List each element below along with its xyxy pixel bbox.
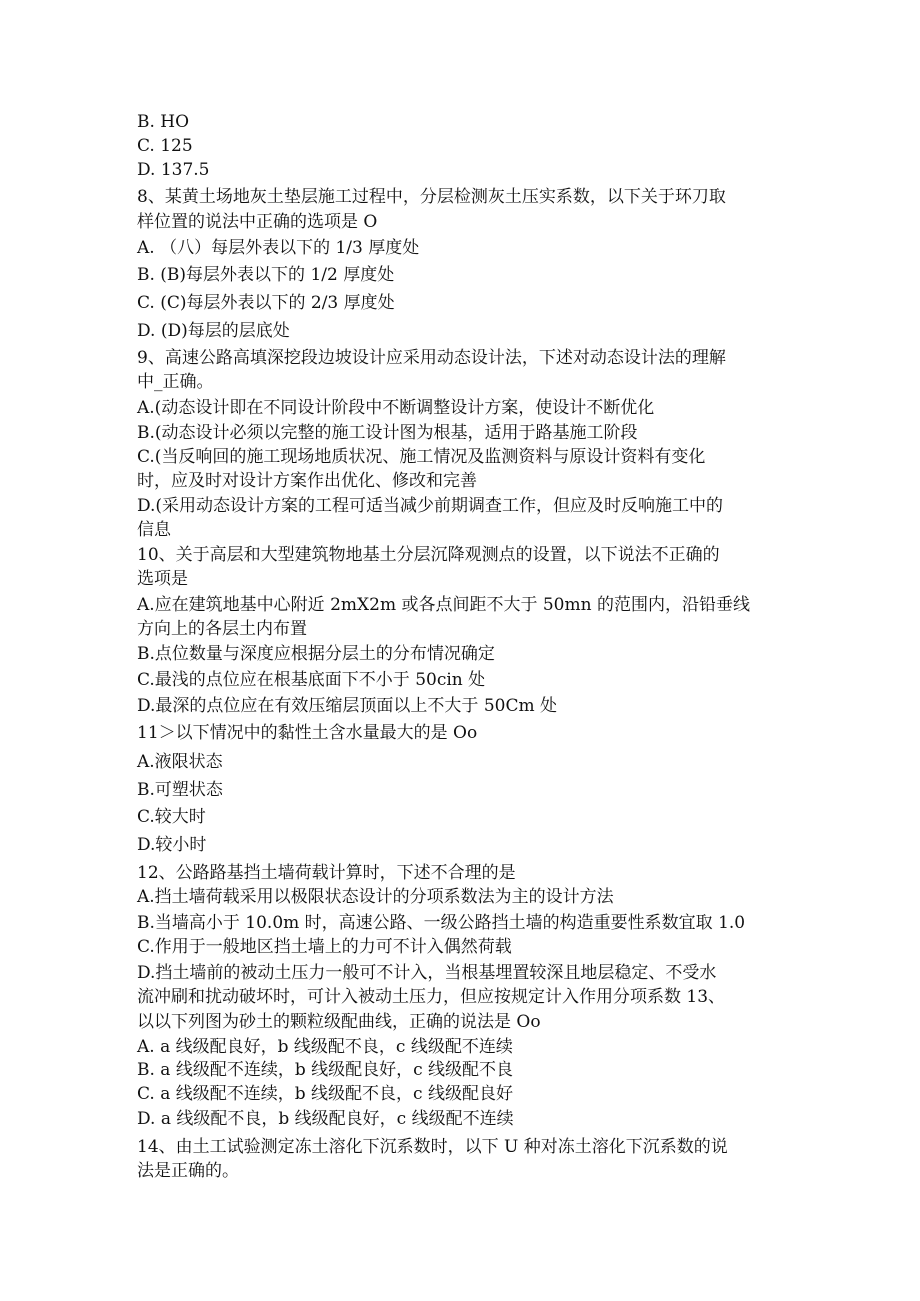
text-line: D.挡土墙前的被动土压力一般可不计入，当根基埋置较深且地层稳定、不受水 (137, 963, 717, 983)
text-line: B.可塑状态 (137, 780, 223, 800)
text-line: A.应在建筑地基中心附近 2mX2m 或各点间距不大于 50mn 的范围内，沿铅垂线 (137, 595, 750, 615)
text-line: D.较小时 (137, 835, 207, 855)
text-line: 中_正确。 (137, 372, 214, 392)
text-line: C. 125 (137, 136, 193, 156)
text-line: 11＞以下情况中的黏性土含水量最大的是 Oo (137, 723, 478, 743)
text-line: 样位置的说法中正确的选项是 O (137, 212, 378, 232)
text-line: C.最浅的点位应在根基底面下不小于 50cin 处 (137, 670, 486, 690)
text-line: D.最深的点位应在有效压缩层顶面以上不大于 50Cm 处 (137, 696, 557, 716)
text-line: A.(动态设计即在不同设计阶段中不断调整设计方案，使设计不断优化 (137, 398, 655, 418)
text-line: A. a 线级配良好，b 线级配不良，c 线级配不连续 (137, 1037, 513, 1057)
text-line: B.(动态设计必须以完整的施工设计图为根基，适用于路基施工阶段 (137, 423, 638, 443)
text-line: 信息 (137, 520, 171, 540)
text-line: 10、关于高层和大型建筑物地基土分层沉降观测点的设置，以下说法不正确的 (137, 545, 720, 565)
text-line: B.点位数量与深度应根据分层土的分布情况确定 (137, 644, 495, 664)
text-line: 时，应及时对设计方案作出优化、修改和完善 (137, 471, 477, 491)
text-line: D. 137.5 (137, 160, 210, 180)
text-line: 以以下列图为砂土的颗粒级配曲线，正确的说法是 Oo (137, 1012, 541, 1032)
text-line: C. a 线级配不连续，b 线级配不良，c 线级配良好 (137, 1084, 513, 1104)
text-line: 选项是 (137, 569, 188, 589)
text-line: 流冲刷和扰动破坏时，可计入被动土压力，但应按规定计入作用分项系数 13、 (137, 987, 726, 1007)
text-line: D. (D)每层的层底处 (137, 321, 290, 341)
text-line: A.液限状态 (137, 752, 223, 772)
text-line: D. a 线级配不良，b 线级配良好，c 线级配不连续 (137, 1109, 514, 1129)
text-line: 12、公路路基挡土墙荷载计算时，下述不合理的是 (137, 863, 516, 883)
text-line: 9、高速公路高填深挖段边坡设计应采用动态设计法，下述对动态设计法的理解 (137, 348, 726, 368)
text-line: B.当墙高小于 10.0m 时，高速公路、一级公路挡土墙的构造重要性系数宜取 1.0 (137, 913, 746, 933)
text-line: C.较大时 (137, 807, 206, 827)
text-line: 8、某黄土场地灰土垫层施工过程中，分层检测灰土压实系数，以下关于环刀取 (137, 187, 726, 207)
text-line: A.挡土墙荷载采用以极限状态设计的分项系数法为主的设计方法 (137, 887, 614, 907)
text-line: 方向上的各层土内布置 (137, 619, 307, 639)
text-line: 14、由土工试验测定冻土溶化下沉系数时，以下 U 种对冻土溶化下沉系数的说 (137, 1137, 728, 1157)
text-line: B. (B)每层外表以下的 1/2 厚度处 (137, 265, 395, 285)
text-line: A. （八）每层外表以下的 1/3 厚度处 (137, 238, 420, 258)
text-line: D.(采用动态设计方案的工程可适当减少前期调查工作，但应及时反响施工中的 (137, 496, 724, 516)
text-line: B. a 线级配不连续，b 线级配良好，c 线级配不良 (137, 1060, 514, 1080)
text-line: C.(当反响回的施工现场地质状况、施工情况及监测资料与原设计资料有变化 (137, 447, 706, 467)
text-line: B. HO (137, 112, 190, 132)
text-line: C.作用于一般地区挡土墙上的力可不计入偶然荷载 (137, 937, 512, 957)
text-line: 法是正确的。 (137, 1161, 239, 1181)
text-line: C. (C)每层外表以下的 2/3 厚度处 (137, 293, 395, 313)
